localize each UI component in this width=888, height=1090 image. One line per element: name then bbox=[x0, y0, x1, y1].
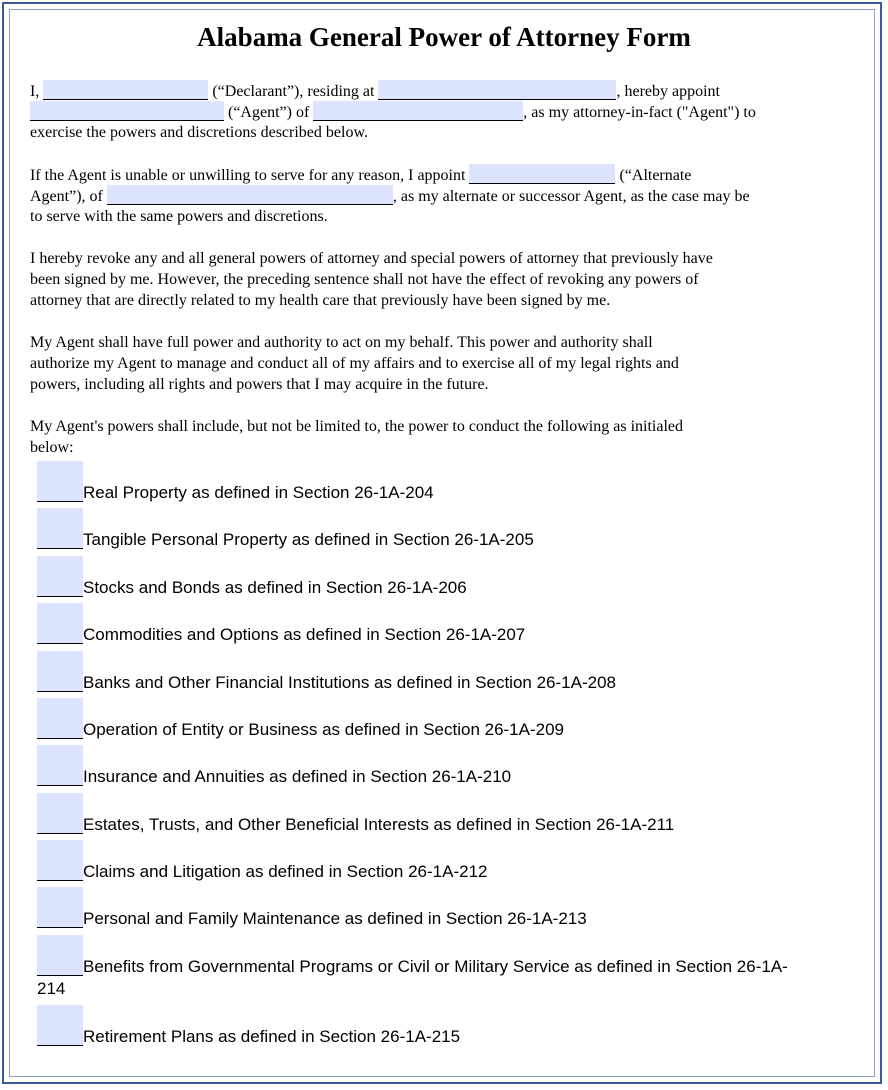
initial-box[interactable] bbox=[37, 698, 83, 739]
power-label: Claims and Litigation as defined in Section 26-1A-212 bbox=[83, 862, 488, 881]
text: to serve with the same powers and discretions. bbox=[30, 208, 328, 225]
power-label: Tangible Personal Property as defined in Section 26-1A-205 bbox=[83, 530, 534, 549]
initial-box[interactable] bbox=[37, 887, 83, 928]
power-label: Banks and Other Financial Institutions as defined in Section 26-1A-208 bbox=[83, 673, 616, 692]
text: been signed by me. However, the preceding sentence shall not have the effect of revoking any powers of bbox=[30, 271, 699, 288]
agent-name-field[interactable] bbox=[30, 101, 224, 121]
text: powers, including all rights and powers that I may acquire in the future. bbox=[30, 376, 489, 393]
powers-intro-paragraph bbox=[30, 416, 830, 458]
text: If the Agent is unable or unwilling to serve for any reason, I appoint bbox=[30, 167, 470, 184]
power-label: Operation of Entity or Business as defined in Section 26-1A-209 bbox=[83, 720, 565, 739]
text: (“Alternate bbox=[615, 167, 692, 184]
alternate-agent-address-field[interactable] bbox=[107, 185, 393, 205]
text: below: bbox=[30, 439, 74, 456]
initial-box[interactable] bbox=[37, 651, 83, 692]
initial-box[interactable] bbox=[37, 840, 83, 881]
revocation-paragraph bbox=[30, 248, 830, 311]
declarant-name-field[interactable] bbox=[43, 80, 208, 100]
agent-address-field[interactable] bbox=[313, 101, 523, 121]
alternate-agent-paragraph bbox=[30, 164, 830, 227]
initial-box[interactable] bbox=[37, 461, 83, 502]
power-label: Stocks and Bonds as defined in Section 26-1A-206 bbox=[83, 578, 467, 597]
declarant-address-field[interactable] bbox=[378, 80, 616, 100]
text: I hereby revoke any and all general powers of attorney and special powers of attorney that previously have bbox=[30, 250, 713, 267]
initial-box[interactable] bbox=[37, 793, 83, 834]
text: authorize my Agent to manage and conduct all of my affairs and to exercise all of my legal rights and bbox=[30, 355, 679, 372]
page-title: Alabama General Power of Attorney Form bbox=[197, 22, 691, 52]
text: attorney that are directly related to my health care that previously have been signed by me. bbox=[30, 292, 611, 309]
initial-box[interactable] bbox=[37, 603, 83, 644]
text: exercise the powers and discretions described below. bbox=[30, 124, 368, 141]
text: My Agent shall have full power and authority to act on my behalf. This power and authority shall bbox=[30, 334, 653, 351]
text: , as my alternate or successor Agent, as the case may be bbox=[392, 188, 750, 205]
initial-box[interactable] bbox=[37, 1005, 83, 1046]
declarant-paragraph bbox=[30, 80, 830, 143]
text: (“Declarant”), residing at bbox=[208, 83, 379, 100]
text: (“Agent”) of bbox=[224, 104, 314, 121]
power-label: Commodities and Options as defined in Section 26-1A-207 bbox=[83, 625, 526, 644]
power-label: Real Property as defined in Section 26-1A-204 bbox=[83, 483, 434, 502]
power-label-continuation: 214 bbox=[37, 979, 66, 998]
text: Agent”), of bbox=[30, 188, 107, 205]
text: My Agent's powers shall include, but not be limited to, the power to conduct the following as initialed bbox=[30, 418, 683, 435]
power-label: Retirement Plans as defined in Section 26-1A-215 bbox=[83, 1027, 461, 1046]
initial-box[interactable] bbox=[37, 556, 83, 597]
authority-paragraph bbox=[30, 332, 830, 395]
text: , hereby appoint bbox=[616, 83, 720, 100]
power-label: Estates, Trusts, and Other Beneficial Interests as defined in Section 26-1A-211 bbox=[83, 815, 675, 834]
power-label: Personal and Family Maintenance as defined in Section 26-1A-213 bbox=[83, 909, 587, 928]
alternate-agent-name-field[interactable] bbox=[469, 164, 615, 184]
text: , as my attorney-in-fact ("Agent") to bbox=[523, 104, 756, 121]
initial-box[interactable] bbox=[37, 935, 83, 976]
initial-box[interactable] bbox=[37, 508, 83, 549]
initial-box[interactable] bbox=[37, 745, 83, 786]
power-label: Benefits from Governmental Programs or Civil or Military Service as defined in Section 26-1A- bbox=[83, 957, 788, 976]
text: I, bbox=[30, 83, 44, 100]
power-label: Insurance and Annuities as defined in Section 26-1A-210 bbox=[83, 767, 512, 786]
